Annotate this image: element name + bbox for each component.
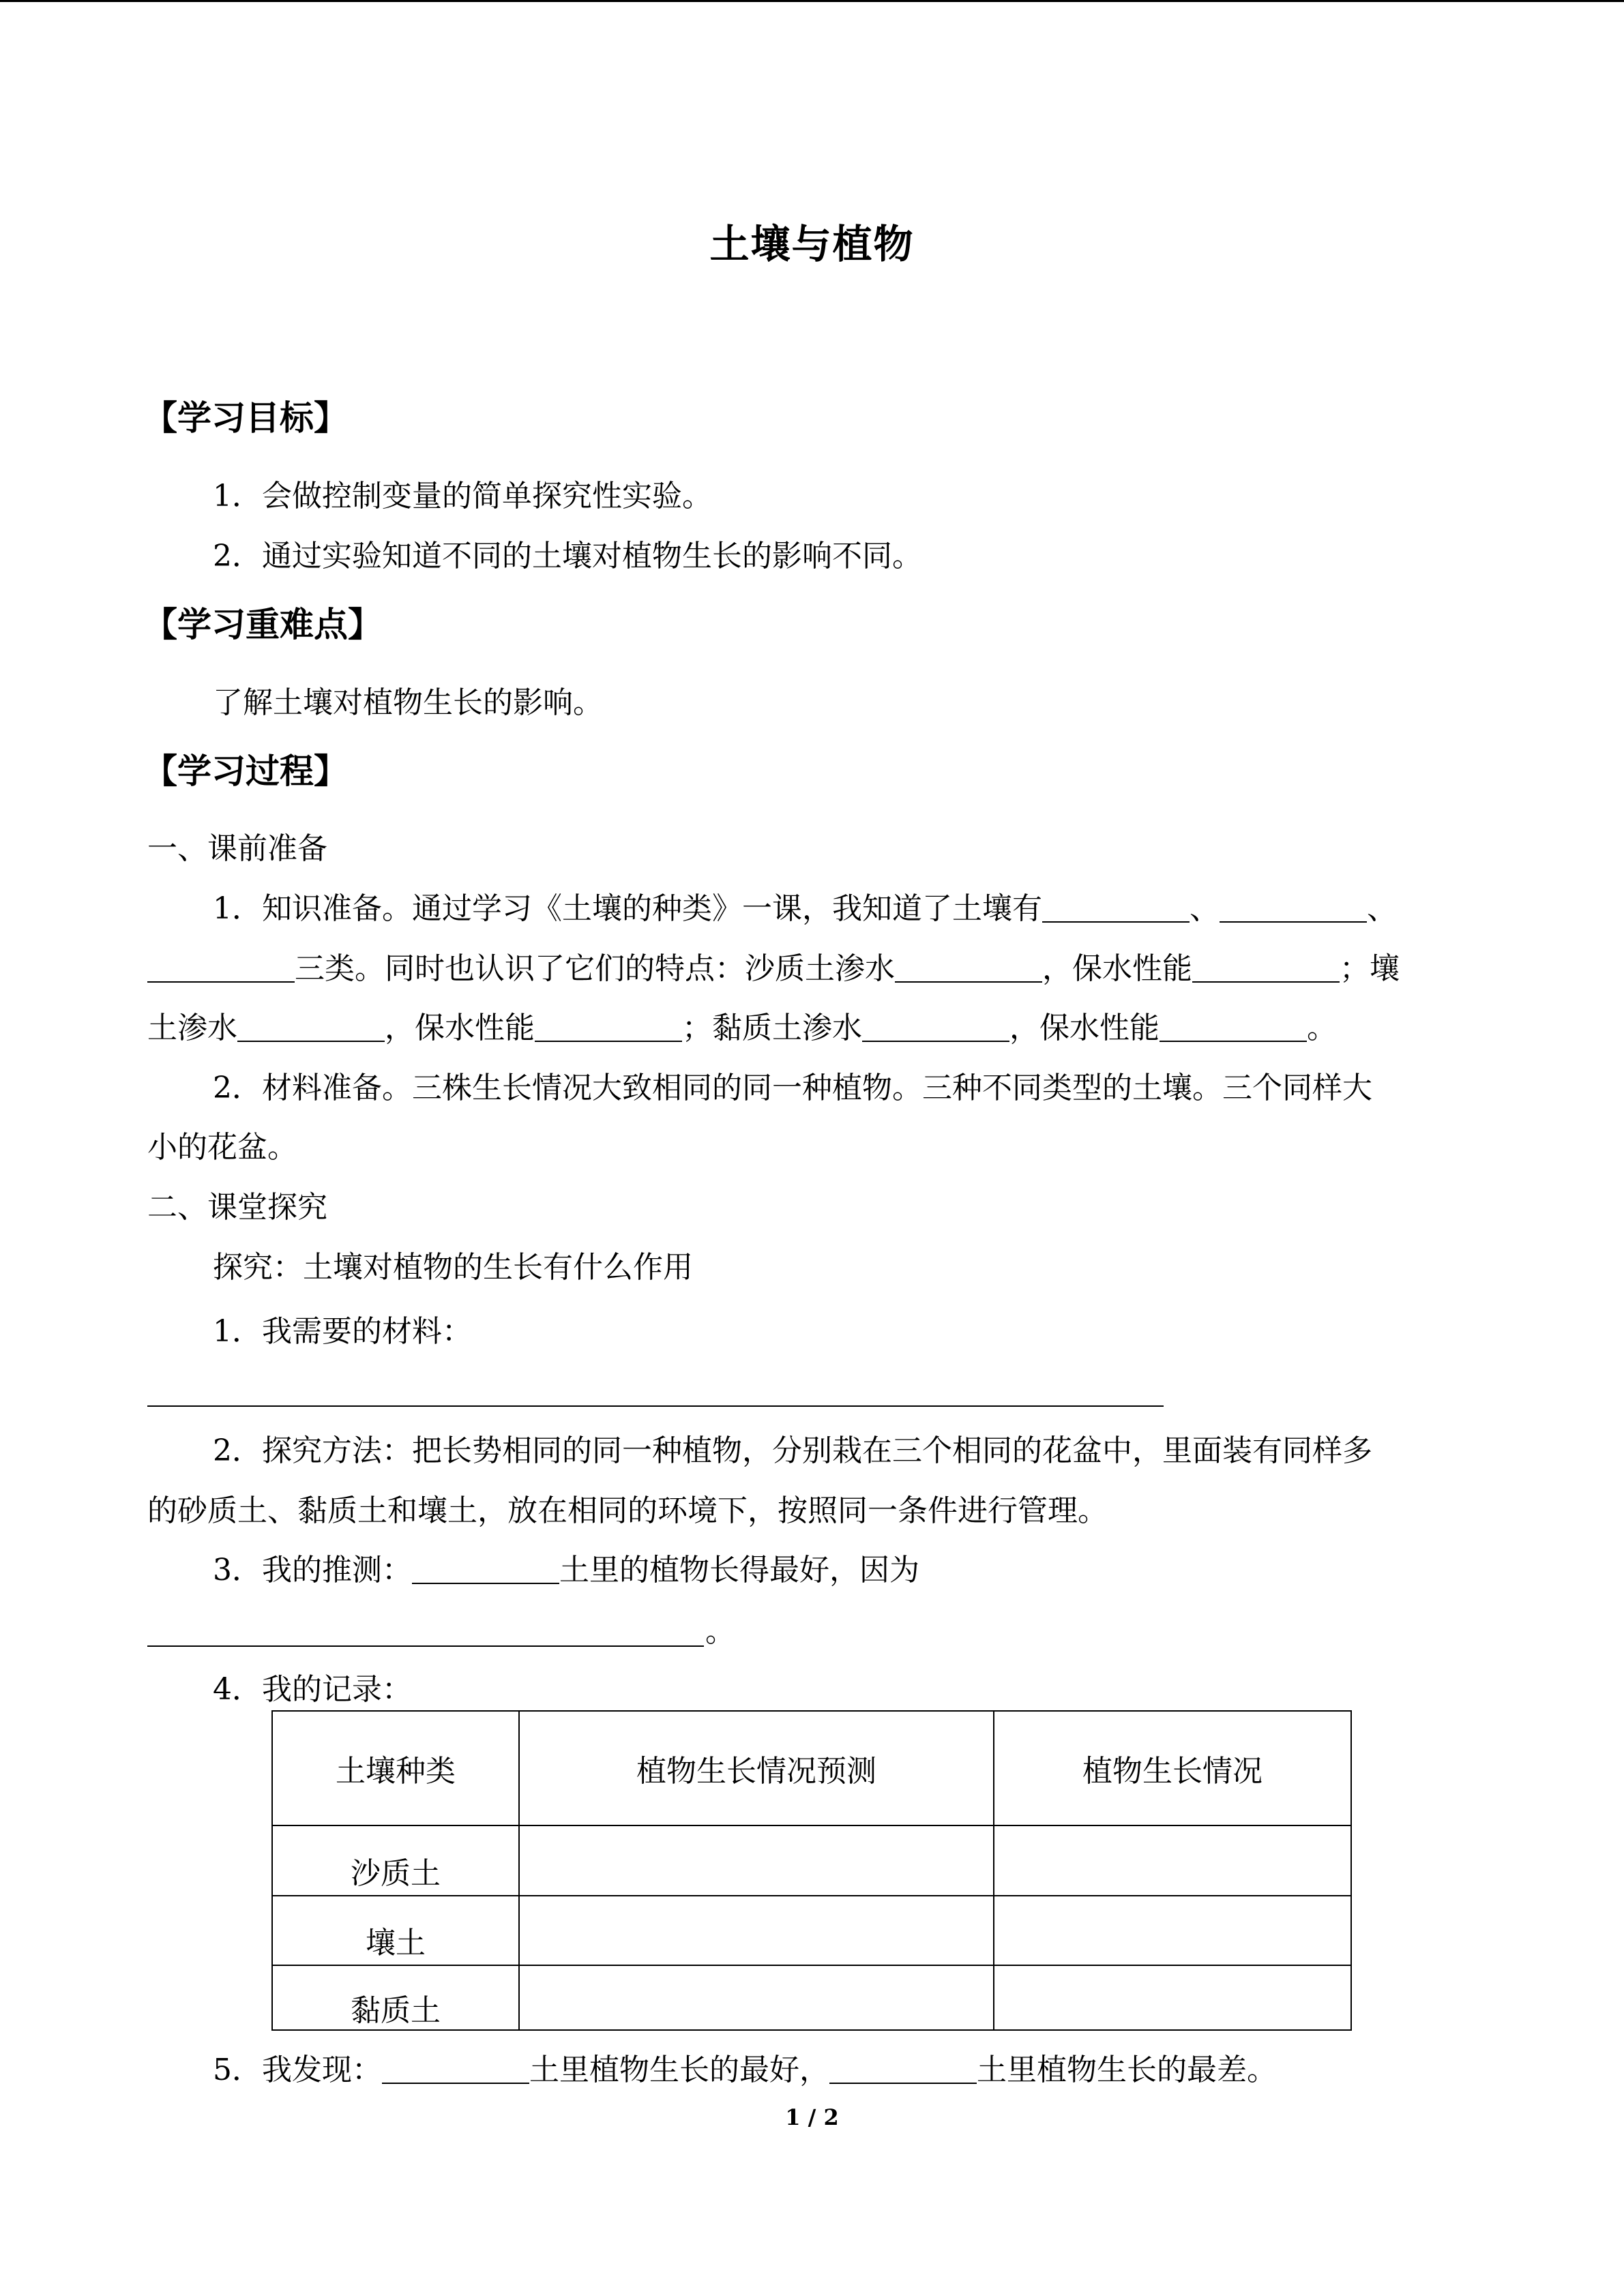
sandy-retention-blank[interactable]	[1192, 949, 1340, 983]
part2-q2-line2: 的砂质土、黏质土和壤土，放在相同的环境下，按照同一条件进行管理。	[147, 1493, 1108, 1528]
q5-text-b: 土里植物生长的最好，	[529, 2053, 829, 2087]
q3-period: 。	[705, 1614, 735, 1649]
clay-prediction-cell[interactable]	[519, 1965, 994, 2030]
objective-item-1: 1．会做控制变量的简单探究性实验。	[213, 479, 712, 513]
worst-soil-blank[interactable]	[829, 2050, 977, 2084]
loam-actual-cell[interactable]	[994, 1896, 1351, 1965]
row-soil-loam: 壤土	[272, 1896, 519, 1965]
header-growth-prediction: 植物生长情况预测	[519, 1711, 994, 1825]
part2-heading: 二、课堂探究	[147, 1190, 327, 1225]
table-row	[272, 1825, 1351, 1896]
q1-line1-text: 1．知识准备。通过学习《土壤的种类》一课，我知道了土壤有	[213, 891, 1042, 926]
sandy-actual-cell[interactable]	[994, 1825, 1351, 1896]
soil-type-blank-2[interactable]	[1220, 889, 1367, 923]
header-growth-actual: 植物生长情况	[994, 1711, 1351, 1825]
q5-text-a: 5．我发现：	[213, 2053, 382, 2087]
part2-q3-line1	[213, 1550, 919, 1591]
q1-line3-text-a: 土渗水	[147, 1011, 237, 1045]
part2-q1: 1．我需要的材料：	[213, 1314, 472, 1349]
part1-q1-line3	[147, 1008, 1337, 1049]
part2-q5	[213, 2050, 1277, 2091]
part1-q2-line2: 小的花盆。	[147, 1130, 297, 1165]
soil-type-blank-3[interactable]	[147, 949, 295, 983]
materials-answer-line[interactable]	[147, 1405, 1164, 1407]
explore-topic: 探究：土壤对植物的生长有什么作用	[213, 1250, 693, 1285]
clay-permeability-blank[interactable]	[862, 1008, 1009, 1042]
page-number: 1 / 2	[785, 2104, 839, 2130]
loam-retention-blank[interactable]	[535, 1008, 682, 1042]
part1-q1-line1	[213, 889, 1397, 929]
objective-item-2: 2．通过实验知道不同的土壤对植物生长的影响不同。	[213, 539, 922, 573]
q5-text-c: 土里植物生长的最差。	[977, 2053, 1277, 2087]
best-soil-blank[interactable]	[382, 2050, 529, 2084]
objectives-heading: 【学习目标】	[143, 398, 348, 438]
loam-permeability-blank[interactable]	[237, 1008, 385, 1042]
reason-answer-line[interactable]	[147, 1645, 704, 1647]
table-row	[272, 1896, 1351, 1965]
q1-line3-text-b: ，保水性能	[385, 1011, 535, 1045]
q1-line3-text-e: 。	[1307, 1011, 1337, 1045]
part2-q4: 4．我的记录：	[213, 1672, 412, 1707]
table-header-row	[272, 1711, 1351, 1825]
q1-line3-text-c: ；黏质土渗水	[682, 1011, 862, 1045]
q1-line2-text-b: ，保水性能	[1042, 951, 1192, 986]
part1-q2-line1: 2．材料准备。三株生长情况大致相同的同一种植物。三种不同类型的土壤。三个同样大	[213, 1071, 1372, 1105]
process-heading: 【学习过程】	[143, 751, 348, 791]
loam-prediction-cell[interactable]	[519, 1896, 994, 1965]
part1-q1-line2	[147, 949, 1400, 989]
key-points-text: 了解土壤对植物生长的影响。	[213, 685, 603, 720]
q3-text-a: 3．我的推测：	[213, 1553, 412, 1587]
q1-line2-text-c: ；壤	[1340, 951, 1400, 986]
key-points-heading: 【学习重难点】	[143, 605, 382, 644]
header-soil-type: 土壤种类	[272, 1711, 519, 1825]
q1-separator-2: 、	[1367, 891, 1397, 926]
soil-type-blank-1[interactable]	[1042, 889, 1190, 923]
q1-separator-1: 、	[1190, 891, 1220, 926]
sandy-prediction-cell[interactable]	[519, 1825, 994, 1896]
part1-heading: 一、课前准备	[147, 831, 327, 866]
guess-soil-blank[interactable]	[412, 1550, 559, 1584]
q3-text-b: 土里的植物长得最好，因为	[559, 1553, 919, 1587]
record-table	[271, 1710, 1352, 2031]
q1-line2-text-a: 三类。同时也认识了它们的特点：沙质土渗水	[295, 951, 895, 986]
document-title: 土壤与植物	[709, 221, 915, 267]
row-soil-sandy: 沙质土	[272, 1825, 519, 1896]
table-row	[272, 1965, 1351, 2030]
sandy-permeability-blank[interactable]	[895, 949, 1042, 983]
row-soil-clay: 黏质土	[272, 1965, 519, 2030]
clay-retention-blank[interactable]	[1160, 1008, 1307, 1042]
part2-q2-line1: 2．探究方法：把长势相同的同一种植物，分别栽在三个相同的花盆中，里面装有同样多	[213, 1433, 1372, 1468]
q1-line3-text-d: ，保水性能	[1009, 1011, 1160, 1045]
clay-actual-cell[interactable]	[994, 1965, 1351, 2030]
